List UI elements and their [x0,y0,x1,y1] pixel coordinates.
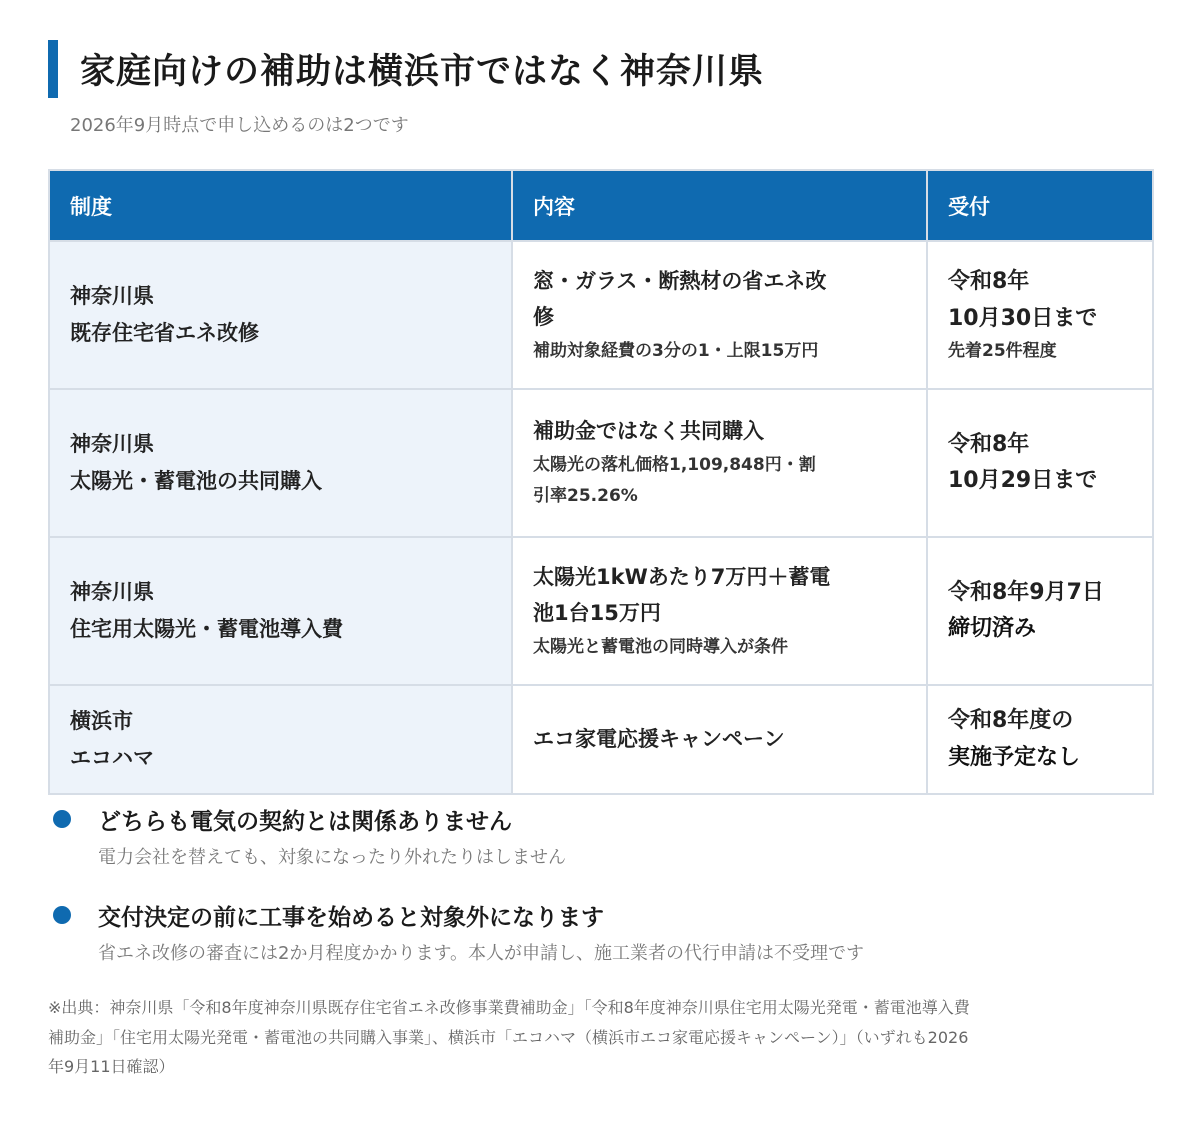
source-citation [48,993,1152,1082]
page [48,40,1152,1082]
system-name: 太陽光・蓄電池の共同購入 [70,469,322,493]
deadline-cell [927,685,1153,794]
table-row [49,685,1153,794]
column-header-system: 制度 [49,170,512,241]
source-line: 補助金」「住宅用太陽光発電・蓄電池の共同購入事業」、横浜市「エコハマ（横浜市エコ家電応援キャンペーン）」（いずれも2026 [48,1027,969,1047]
content-main-line: エコ家電応援キャンペーン [533,727,785,752]
deadline-cell [927,537,1153,685]
system-cell [49,685,512,794]
deadline-status: 締切済み [948,616,1037,641]
page-title: 家庭向けの補助は横浜市ではなく神奈川県 [80,52,765,92]
page-subtitle: 2026年9月時点で申し込めるのは2つです [70,115,409,136]
content-cell [512,389,927,537]
deadline-cell [927,389,1153,537]
deadline-note: 先着25件程度 [948,340,1057,361]
system-name: 既存住宅省エネ改修 [70,321,259,345]
column-header-content: 内容 [512,170,927,241]
content-cell [512,537,927,685]
system-name: エコハマ [70,745,154,770]
note-title: 交付決定の前に工事を始めると対象外になります [98,904,604,931]
note-title: どちらも電気の契約とは関係ありません [98,808,512,835]
table-row [49,389,1153,537]
deadline-line: 10月29日まで [948,468,1098,493]
content-main-line: 太陽光1kWあたり7万円＋蓄電 [533,564,831,589]
notes-list [48,801,1152,965]
content-main-line: 修 [533,305,554,330]
deadline-line: 10月30日まで [948,305,1098,331]
deadline-line: 令和8年度の [948,708,1074,734]
table-row [49,241,1153,389]
system-name: 住宅用太陽光・蓄電池導入費 [70,617,343,641]
content-main-line: 補助金ではなく共同購入 [533,419,764,444]
bullet-dot-icon [53,810,71,828]
note-body: 電力会社を替えても、対象になったり外れたりはしません [98,847,566,868]
system-city: 横浜市 [70,708,133,733]
note-item [53,897,1152,965]
table-header-row [49,170,1153,241]
deadline-line: 令和8年 [948,269,1030,295]
content-cell [512,241,927,389]
table-row [49,537,1153,685]
content-sub-line: 引率25.26% [533,486,638,507]
deadline-cell [927,241,1153,389]
system-cell [49,241,512,389]
content-sub-line: 太陽光と蓄電池の同時導入が条件 [533,637,788,658]
note-item [53,801,1152,869]
deadline-line: 令和8年 [948,431,1030,457]
content-sub-line: 補助対象経費の3分の1・上限15万円 [533,341,819,362]
page-header [48,40,1152,98]
source-line: ※出典：神奈川県「令和8年度神奈川県既存住宅省エネ改修事業費補助金」「令和8年度神奈川県住宅用太陽光発電・蓄電池導入費 [48,998,970,1017]
title-accent-bar [48,40,58,98]
content-main-line: 池1台15万円 [533,601,661,626]
note-body: 省エネ改修の審査には2か月程度かかります。本人が申請し、施工業者の代行申請は不受理です [98,943,865,964]
note-heading [53,897,1152,933]
system-prefecture: 神奈川県 [70,432,154,457]
column-header-deadline: 受付 [927,170,1153,241]
bullet-dot-icon [53,906,71,924]
subsidy-table [48,169,1154,795]
note-heading [53,801,1152,837]
system-prefecture: 神奈川県 [70,580,154,605]
system-cell [49,389,512,537]
deadline-line: 令和8年9月7日 [948,579,1104,605]
system-cell [49,537,512,685]
content-cell [512,685,927,794]
deadline-status: 実施予定なし [948,744,1081,770]
source-line: 年9月11日確認） [48,1057,175,1077]
system-prefecture: 神奈川県 [70,284,154,309]
content-main-line: 窓・ガラス・断熱材の省エネ改 [533,268,827,293]
content-sub-line: 太陽光の落札価格1,109,848円・割 [533,454,816,475]
